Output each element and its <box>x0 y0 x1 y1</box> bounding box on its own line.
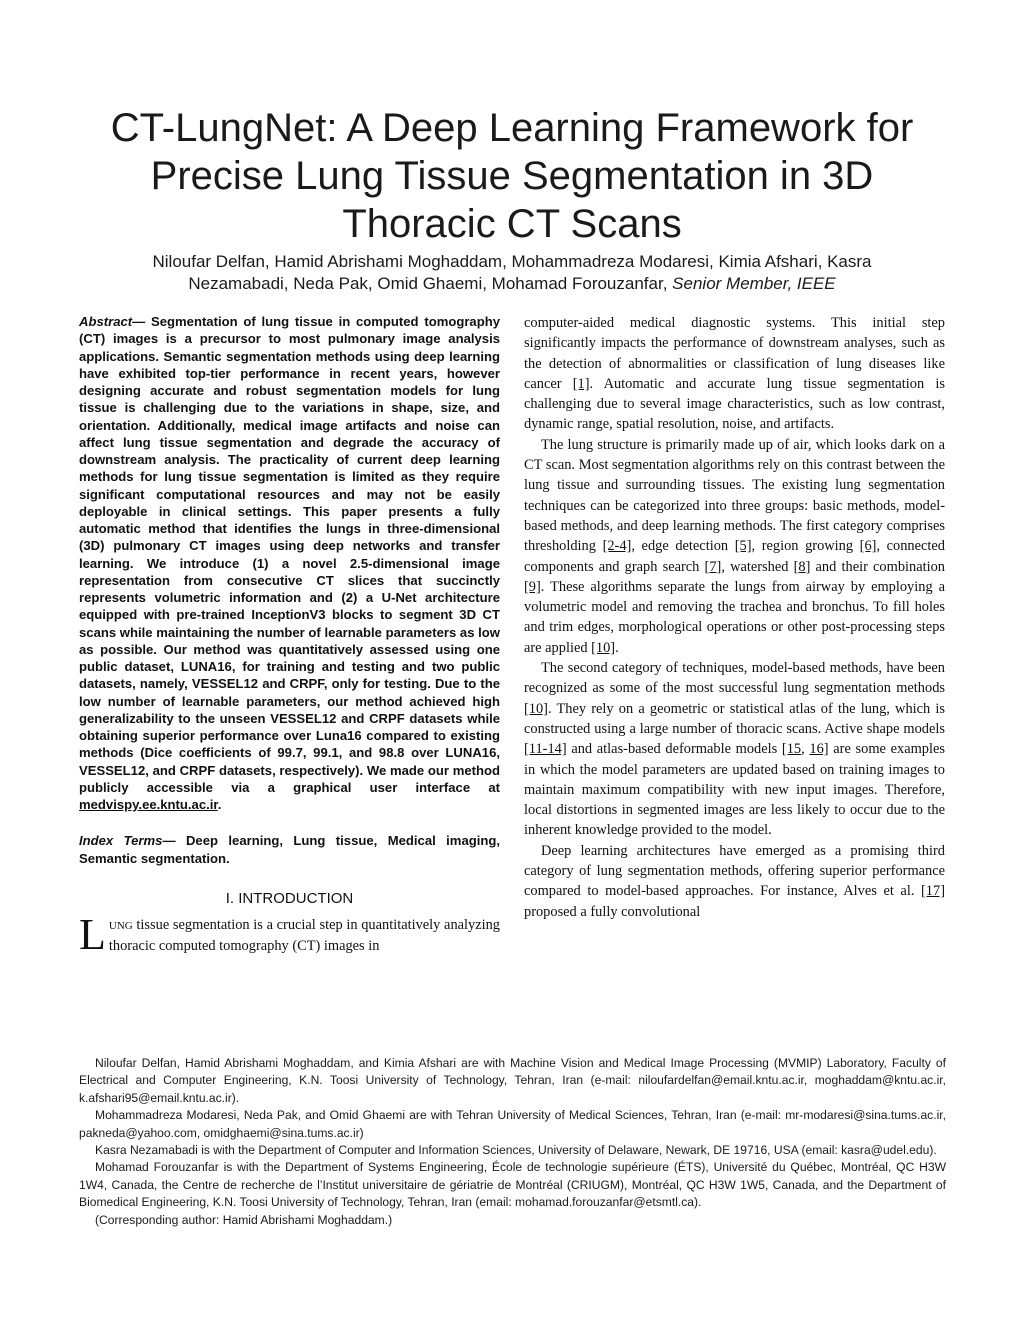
section-heading-introduction: I. INTRODUCTION <box>225 889 354 907</box>
p3-text-a: The second category of techniques, model-based methods, have been recognized as some of the most successful lung segmentation methods <box>524 660 945 697</box>
author-list <box>60 251 964 295</box>
left-column <box>79 313 500 959</box>
citation-link[interactable]: [10] <box>591 639 616 656</box>
affiliation-tums: Mohammadreza Modaresi, Neda Pak, and Omid Ghaemi are with Tehran University of Medical Sciences, Tehran, Iran (e-mail: mr-modaresi@sina.tums.ac.ir, pakneda@yahoo.com, omidghaemi@sina.tums.ac.ir) <box>79 1108 946 1140</box>
abstract-label: Abstract <box>79 314 133 329</box>
citation-link[interactable]: [17] <box>921 883 945 900</box>
p3-text-c: and atlas-based deformable models <box>566 741 782 758</box>
authors-line-2 <box>60 273 964 295</box>
authors-line-1: Niloufar Delfan, Hamid Abrishami Moghaddam, Mohammadreza Modaresi, Kimia Afshari, Kasra <box>152 252 872 271</box>
title-line-1: CT-LungNet: A Deep Learning Framework for <box>110 106 914 150</box>
intro-text: tissue segmentation is a crucial step in quantitatively analyzing thoracic computed tomography (CT) images in <box>108 916 500 955</box>
affiliation-delaware: Kasra Nezamabadi is with the Department of Computer and Information Sciences, University of Delaware, Newark, DE 19716, USA (email: kasra@udel.edu). <box>95 1143 937 1158</box>
citation-link[interactable]: [8] <box>793 558 811 575</box>
abstract-body: Segmentation of lung tissue in computed tomography (CT) images is a precursor to most pulmonary image analysis applications. Semantic segmentation methods using deep learning have exhibited top-tier performance in recent years, however designing accurate and robust segmentation models for lung tissue is challenging due to the variations in shape, size, and orientation. Additionally, medical image artifacts and noise can affect lung tissue segmentation and degrade the accuracy of downstream analysis. The practicality of current deep learning methods for lung tissue segmentation is limited as they require significant computational resources and may not be easily deployable in clinical settings. This paper presents a fully automatic method that identifies the lungs in three-dimensional (3D) pulmonary CT images using deep networks and transfer learning. We introduce (1) a novel 2.5-dimensional image representation from consecutive CT slices that succinctly represents volumetric information and (2) a U-Net architecture equipped with pre-trained InceptionV3 blocks to segment 3D CT scans while maintaining the number of learnable parameters as low as possible. Our method was quantitatively assessed using one public dataset, LUNA16, for training and testing and two public datasets, namely, VESSEL12 and CRPF, only for testing. Due to the low number of learnable parameters, our method achieved high generalizability to the unseen VESSEL12 and CRPF datasets while obtaining superior performance over Luna16 compared to existing methods (Dice coefficients of 99.7, 99.1, and 98.8 over LUNA16, VESSEL12, and CRPF datasets, respectively). We made our method publicly accessible via a graphical user interface at <box>79 314 500 795</box>
corresponding-author: (Corresponding author: Hamid Abrishami Moghaddam.) <box>95 1212 393 1227</box>
citation-link[interactable]: [15 <box>781 741 802 758</box>
affiliations-footnote <box>79 1055 946 1229</box>
index-terms-label: Index Terms <box>79 833 163 849</box>
p2-text-a: The lung structure is primarily made up of air, which looks dark on a CT scan. Most segmentation algorithms rely on this contrast between the lung tissue and surrounding tissues. The existing lung segmentation techniques can be categorized into three groups: basic methods, model-based methods, and deep learning methods. The first category comprises thresholding <box>524 436 945 555</box>
p1-text-b: . Automatic and accurate lung tissue segmentation is challenging due to several image characteristics, such as low contrast, dynamic range, spatial resolution, noise, and artifacts. <box>524 375 945 433</box>
p3-text-e: are some examples in which the model parameters are updated based on training images to maintain maximum compatibility with new input images. Therefore, local distortions in segmented images are less likely to occur due to the inherent knowledge provided to the model. <box>524 741 945 839</box>
body-paragraph-1 <box>524 313 945 435</box>
p2-text-g: . These algorithms separate the lungs from airway by employing a volumetric model and removing the trachea and bronchus. To fill holes and trim edges, morphological operations or other post-processing steps are applied <box>524 578 945 656</box>
p1-text-a: computer-aided medical diagnostic systems. This initial step significantly impacts the performance of downstream analyses, such as the detection of abnormalities or classification of lung diseases like cancer <box>524 315 945 392</box>
ieee-membership: Senior Member, IEEE <box>672 274 836 293</box>
citation-link[interactable]: [10] <box>524 700 548 717</box>
index-terms <box>79 832 500 867</box>
index-terms-dash: — <box>162 833 176 849</box>
citation-link[interactable]: 16] <box>809 741 829 758</box>
p3-text-b: . They rely on a geometric or statistical atlas of the lung, which is constructed using a large number of thoracic scans. Active shape models <box>524 700 945 737</box>
p2-text-b: , edge detection <box>631 538 735 555</box>
abstract <box>79 313 500 813</box>
affiliation-ets: Mohamad Forouzanfar is with the Department of Systems Engineering, École de technologie supérieure (ÉTS), Université du Québec, Montréal, QC H3W 1W4, Canada, the Centre de recherche de l’Institut universitaire de gériatrie de Montréal (CRIUGM), Montréal, QC H3W 1W5, Canada, and the Department of Biomedical Engineering, K.N. Toosi University of Technology, Tehran, Iran (email: mohamad.forouzanfar@etsmtl.ca). <box>79 1160 946 1210</box>
p2-text-f: and their combination <box>810 558 945 575</box>
body-paragraph-3 <box>524 658 945 841</box>
intro-smallcaps: UNG <box>108 919 133 932</box>
citation-link[interactable]: [9] <box>524 578 541 595</box>
right-column <box>524 313 945 922</box>
body-paragraph-2 <box>524 435 945 658</box>
citation-link[interactable]: [6] <box>859 538 877 555</box>
p4-text-b: proposed a fully convolutional <box>524 903 701 920</box>
p3-text-d: , <box>801 741 810 758</box>
authors-line-2-names: Nezamabadi, Neda Pak, Omid Ghaemi, Mohamad Forouzanfar, <box>188 274 668 293</box>
citation-link[interactable]: [5] <box>734 538 752 555</box>
paper-title <box>60 104 964 248</box>
affiliation-mvmip: Niloufar Delfan, Hamid Abrishami Moghaddam, and Kimia Afshari are with Machine Vision and Medical Image Processing (MVMIP) Laboratory, Faculty of Electrical and Computer Engineering, K.N. Toosi University of Technology, Tehran, Iran (e-mail: niloufardelfan@email.kntu.ac.ir, moghaddam@kntu.ac.ir, k.afshari95@email.kntu.ac.ir). <box>79 1056 946 1105</box>
title-line-2: Precise Lung Tissue Segmentation in 3D <box>150 154 874 198</box>
p2-text-e: , watershed <box>721 558 794 575</box>
p2-text-c: , region growing <box>751 538 860 555</box>
abstract-dash: — <box>132 314 146 329</box>
citation-link[interactable]: [11-14] <box>524 741 567 758</box>
p2-text-d: , connected components and graph search <box>524 538 945 575</box>
abstract-end: . <box>217 797 222 812</box>
p2-text-h: . <box>615 639 619 656</box>
body-paragraph-4 <box>524 841 945 922</box>
drop-cap: L <box>79 909 106 959</box>
citation-link[interactable]: [2-4] <box>602 538 632 555</box>
p4-text-a: Deep learning architectures have emerged as a promising third category of lung segmentation methods, offering superior performance compared to model-based approaches. For instance, Alves et al. <box>524 842 945 900</box>
citation-link[interactable]: [1] <box>572 375 590 392</box>
intro-paragraph <box>79 909 500 959</box>
title-line-3: Thoracic CT Scans <box>342 202 682 246</box>
citation-link[interactable]: [7] <box>704 558 722 575</box>
index-terms-body: Deep learning, Lung tissue, Medical imaging, Semantic segmentation. <box>79 833 500 866</box>
gui-link[interactable]: medvispy.ee.kntu.ac.ir <box>79 797 218 812</box>
